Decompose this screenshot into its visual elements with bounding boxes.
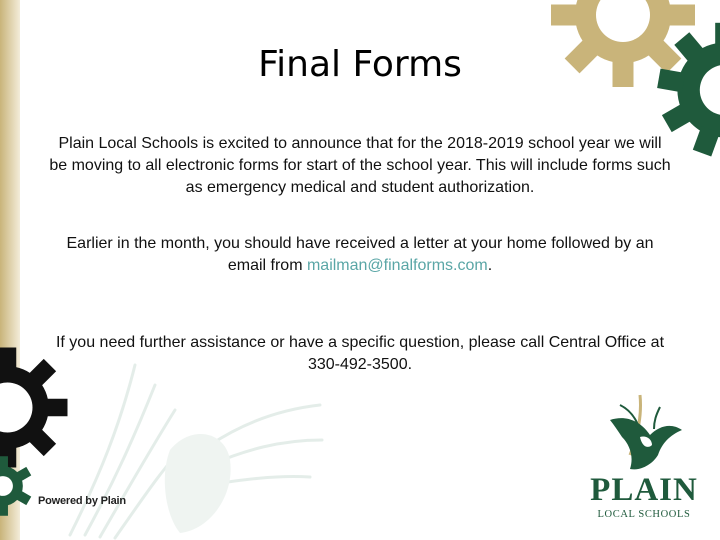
logo-name: PLAIN — [590, 472, 698, 508]
email-link[interactable]: mailman@finalforms.com — [306, 257, 488, 274]
eagle-icon — [600, 385, 684, 473]
eagle-icon — [60, 355, 330, 540]
gear-icon — [0, 455, 34, 517]
contact-paragraph: If you need further assistance or have a specific question, please call Central Office at 330-492-3500. — [55, 334, 665, 373]
letter-text: Earlier in the month, you should have received a letter at your home followed by an email from — [66, 235, 654, 274]
school-logo — [582, 385, 706, 525]
letter-paragraph — [48, 233, 672, 277]
powered-by-label: Powered by Plain — [38, 495, 126, 507]
announcement-paragraph: Plain Local Schools is excited to announce that for the 2018-2019 school year we will be moving to all electronic forms for start of the school year. This will include forms such as emergency medical and student authorization. — [49, 135, 671, 196]
logo-subtitle: LOCAL SCHOOLS — [597, 509, 691, 520]
page-title: Final Forms — [258, 44, 462, 85]
letter-end: . — [487, 257, 493, 274]
